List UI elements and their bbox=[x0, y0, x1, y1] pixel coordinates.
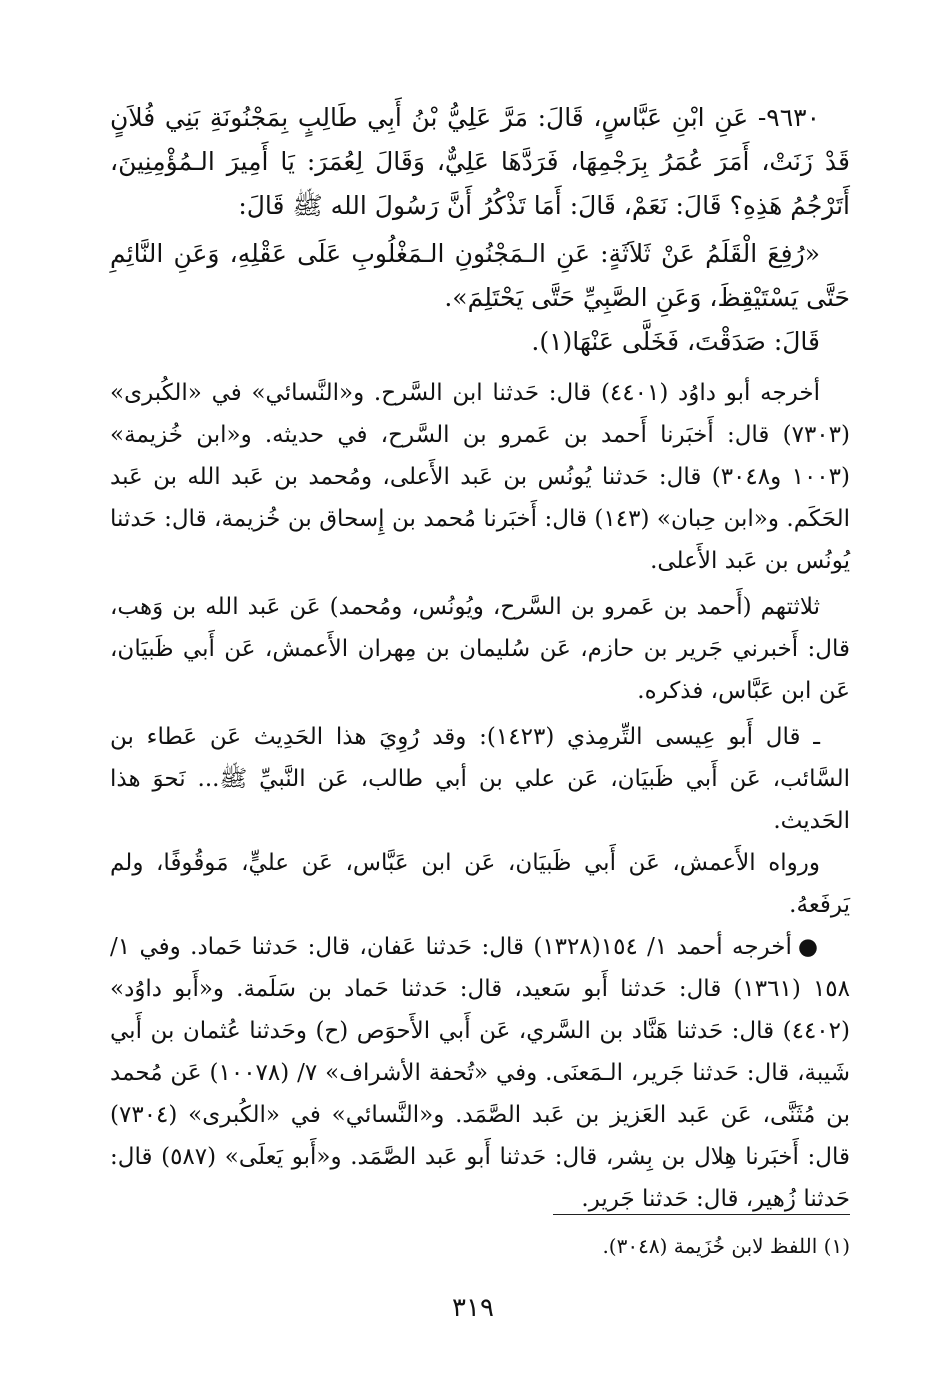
page-number: ٣١٩ bbox=[452, 1293, 494, 1323]
tirmidhi-comment: ـ قال أَبو عِيسى التِّرمِذي (١٤٢٣): وقد رُوِيَ هذا الحَدِيث عَن عَطاء بن السَّائب، عَن أَبي ظَبيَان، عَن علي بن أبي طالب، عَن النَّبيِّ ﷺ... نَحوَ هذا الحَديث. bbox=[110, 724, 850, 834]
takhrij-paragraph: ثلاثتهم (أَحمد بن عَمرو بن السَّرح، ويُونُس، ومُحمد) عَن عَبد الله بن وَهب، قال: أَخبرني جَرير بن حازم، عَن سُليمان بن مِهران الأَعمش، عَن أَبي ظَبيَان، عَن ابن عَبَّاس، فذكره. bbox=[110, 594, 850, 704]
takhrij-paragraph: أخرجه أبو داوُد (٤٤٠١) قال: حَدثنا ابن السَّرح. و«النَّسائي» في «الكُبرى» (٧٣٠٣) قال: أَخبَرنا أَحمد بن عَمرو بن السَّرح، في حديثه. و«ابن خُزيمة» (١٠٠٣ و٣٠٤٨) قال: حَدثنا يُونُس بن عَبد الأَعلى، ومُحمد بن عَبد الله بن عَبد الحَكَم. و«ابن حِبان» (١٤٣) قال: أَخبَرنا مُحمد بن إِسحاق بن خُزيمة، قال: حَدثنا يُونُس بن عَبد الأَعلى. bbox=[110, 380, 850, 574]
bullet-icon: ● bbox=[797, 933, 820, 960]
takhrij-paragraph: ورواه الأَعمش، عَن أَبي ظَبيَان، عَن ابن عَبَّاس، عَن عليٍّ، مَوقُوفًا، ولم يَرفَعهُ. bbox=[110, 850, 850, 918]
takhrij-block bbox=[110, 372, 850, 1220]
takhrij-paragraph-bulleted bbox=[110, 926, 850, 1220]
footnote: (١) اللفظ لابن خُزَيمة (٣٠٤٨). bbox=[602, 1234, 850, 1258]
footnote-divider bbox=[553, 1214, 850, 1215]
spacer bbox=[110, 364, 850, 372]
takhrij-paragraph-text: أخرجه أحمد ١/ ١٥٤(١٣٢٨) قال: حَدثنا عَفان، قال: حَدثنا حَماد. وفي ١/ ١٥٨ (١٣٦١) قال: حَدثنا أَبو سَعيد، قال: حَدثنا حَماد بن سَلَمة. و«أَبو داوُد» (٤٤٠٢) قال: حَدثنا هَنَّاد بن السَّري، عَن أَبي الأَحوَص (ح) وحَدثنا عُثمان بن أَبي شَيبة، قال: حَدثنا جَرير، الـمَعنَى. وفي «تُحفة الأشراف» ٧/ (١٠٠٧٨) عَن مُحمد بن مُثَنَّى، عَن عَبد العَزيز بن عَبد الصَّمَد. و«النَّسائي» في «الكُبرى» (٧٣٠٤) قال: أَخبَرنا هِلال بن بِشر، قال: حَدثنا أَبو عَبد الصَّمَد. و«أَبو يَعلَى» (٥٨٧) قال: حَدثنا زُهير، قال: حَدثنا جَرير. bbox=[110, 934, 850, 1212]
page-body bbox=[110, 96, 850, 1220]
hadith-block bbox=[110, 96, 850, 364]
hadith-paragraph: ٩٦٣٠- عَنِ ابْنِ عَبَّاسٍ، قَالَ: مَرَّ عَلِيُّ بْنُ أَبِي طَالِبٍ بِمَجْنُونَةِ بَنِي فُلاَنٍ قَدْ زَنَتْ، أَمَرَ عُمَرُ بِرَجْمِهَا، فَرَدَّهَا عَلِيٌّ، وَقَالَ لِعُمَرَ: يَا أَمِيرَ الـمُؤْمِنِينَ، أَتَرْجُمُ هَذِهِ؟ قَالَ: نَعَمْ، قَالَ: أَمَا تَذْكُرُ أَنَّ رَسُولَ الله ﷺ قَالَ: bbox=[110, 103, 850, 220]
hadith-paragraph: قَالَ: صَدَقْتَ، فَخَلَّى عَنْهَا(١). bbox=[531, 327, 820, 356]
hadith-quote: «رُفِعَ الْقَلَمُ عَنْ ثَلاَثَةٍ: عَنِ الـمَجْنُونِ الـمَغْلُوبِ عَلَى عَقْلِهِ، وَعَنِ النَّائِمِ حَتَّى يَسْتَيْقِظَ، وَعَنِ الصَّبِيِّ حَتَّى يَحْتَلِمَ». bbox=[110, 239, 850, 312]
